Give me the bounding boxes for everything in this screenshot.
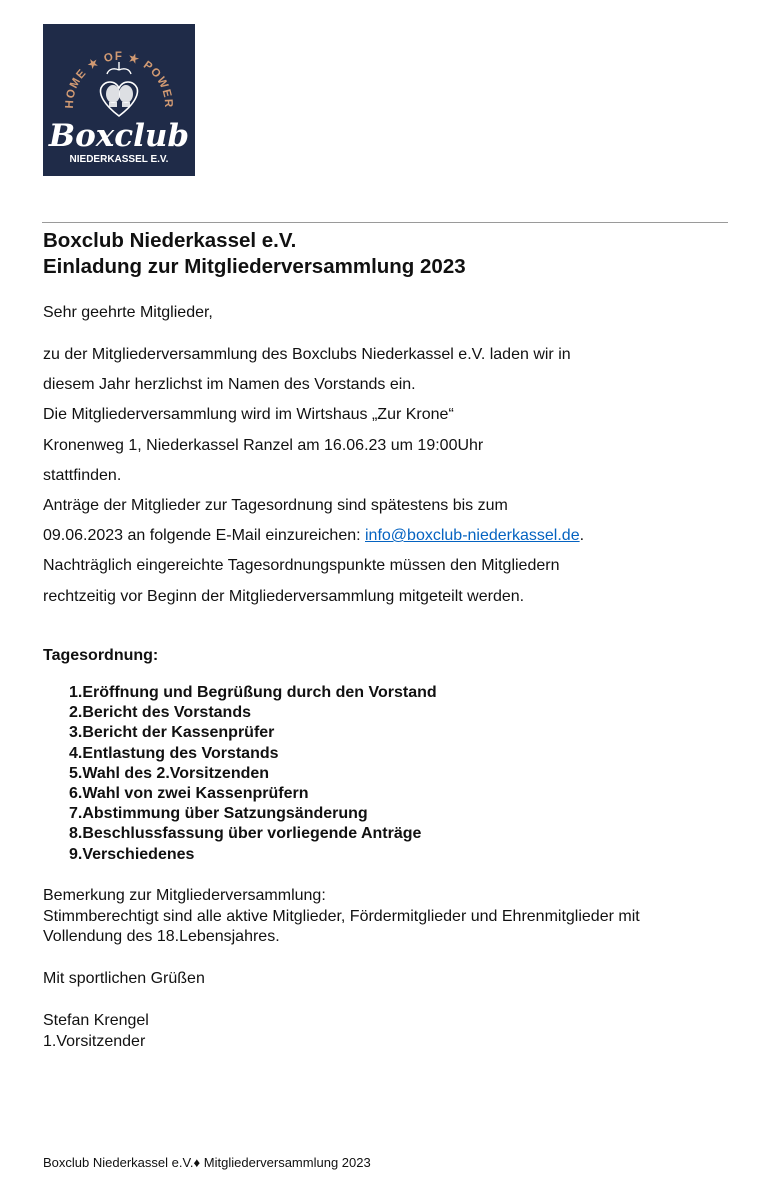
body-line: Anträge der Mitglieder zur Tagesordnung sind spätestens bis zum <box>43 496 508 514</box>
agenda-title: Tagesordnung: <box>43 647 159 664</box>
signature-block <box>43 1011 149 1052</box>
agenda-item: 5.Wahl des 2.Vorsitzenden <box>69 764 270 782</box>
agenda-item: 6.Wahl von zwei Kassenprüfern <box>69 784 309 802</box>
remark-block <box>43 886 640 948</box>
agenda-item: 7.Abstimmung über Satzungsänderung <box>69 805 368 823</box>
logo-subline: NIEDERKASSEL E.V. <box>69 154 169 165</box>
remark-title: Bemerkung zur Mitgliederversammlung: <box>43 887 326 904</box>
svg-text:HOME ★ OF ★ POWER <box>64 51 174 109</box>
signature-name: Stefan Krengel <box>43 1012 149 1029</box>
agenda-item: 8.Beschlussfassung über vorliegende Anträge <box>69 825 422 843</box>
email-line <box>43 521 584 551</box>
document-title: Einladung zur Mitgliederversammlung 2023 <box>43 255 466 278</box>
agenda-list <box>69 683 437 865</box>
header-divider <box>42 222 728 223</box>
body-line: rechtzeitig vor Beginn der Mitgliederversammlung mitgeteilt werden. <box>43 587 525 605</box>
body-line: diesem Jahr herzlichst im Namen des Vorstands ein. <box>43 376 416 394</box>
body-line: stattfinden. <box>43 466 122 484</box>
body-line: Kronenweg 1, Niederkassel Ranzel am 16.06.23 um 19:00Uhr <box>43 436 484 454</box>
signature-role: 1.Vorsitzender <box>43 1032 146 1050</box>
agenda-item: 9.Verschiedenes <box>69 845 195 863</box>
page-footer: Boxclub Niederkassel e.V.♦ Mitgliederversammlung 2023 <box>43 1155 371 1170</box>
club-logo <box>43 24 195 176</box>
salutation: Sehr geehrte Mitglieder, <box>43 304 213 321</box>
agenda-item: 1.Eröffnung und Begrüßung durch den Vorstand <box>69 684 437 701</box>
body-line: Die Mitgliederversammlung wird im Wirtshaus „Zur Krone“ <box>43 406 454 424</box>
letter-body <box>43 340 584 612</box>
logo-arc-text: HOME ★ OF ★ POWER <box>63 51 175 109</box>
club-title: Boxclub Niederkassel e.V. <box>43 229 297 252</box>
closing: Mit sportlichen Grüßen <box>43 970 205 987</box>
agenda-item: 3.Bericht der Kassenprüfer <box>69 724 275 742</box>
body-line: Nachträglich eingereichte Tagesordnungspunkte müssen den Mitgliedern <box>43 557 560 575</box>
logo-wordmark: Boxclub <box>48 118 190 154</box>
remark-line: Vollendung des 18.Lebensjahres. <box>43 928 280 945</box>
email-line-suffix: . <box>579 527 585 545</box>
boxing-gloves-icon <box>101 62 138 116</box>
body-line: zu der Mitgliederversammlung des Boxclubs Niederkassel e.V. laden wir in <box>43 346 571 363</box>
agenda-item: 4.Entlastung des Vorstands <box>69 744 279 762</box>
email-link[interactable]: info@boxclub-niederkassel.de <box>365 527 580 545</box>
email-line-prefix: 09.06.2023 an folgende E-Mail einzureichen: <box>43 527 365 545</box>
agenda-item: 2.Bericht des Vorstands <box>69 704 251 722</box>
remark-line: Stimmberechtigt sind alle aktive Mitglieder, Fördermitglieder und Ehrenmitglieder mit <box>43 907 640 925</box>
